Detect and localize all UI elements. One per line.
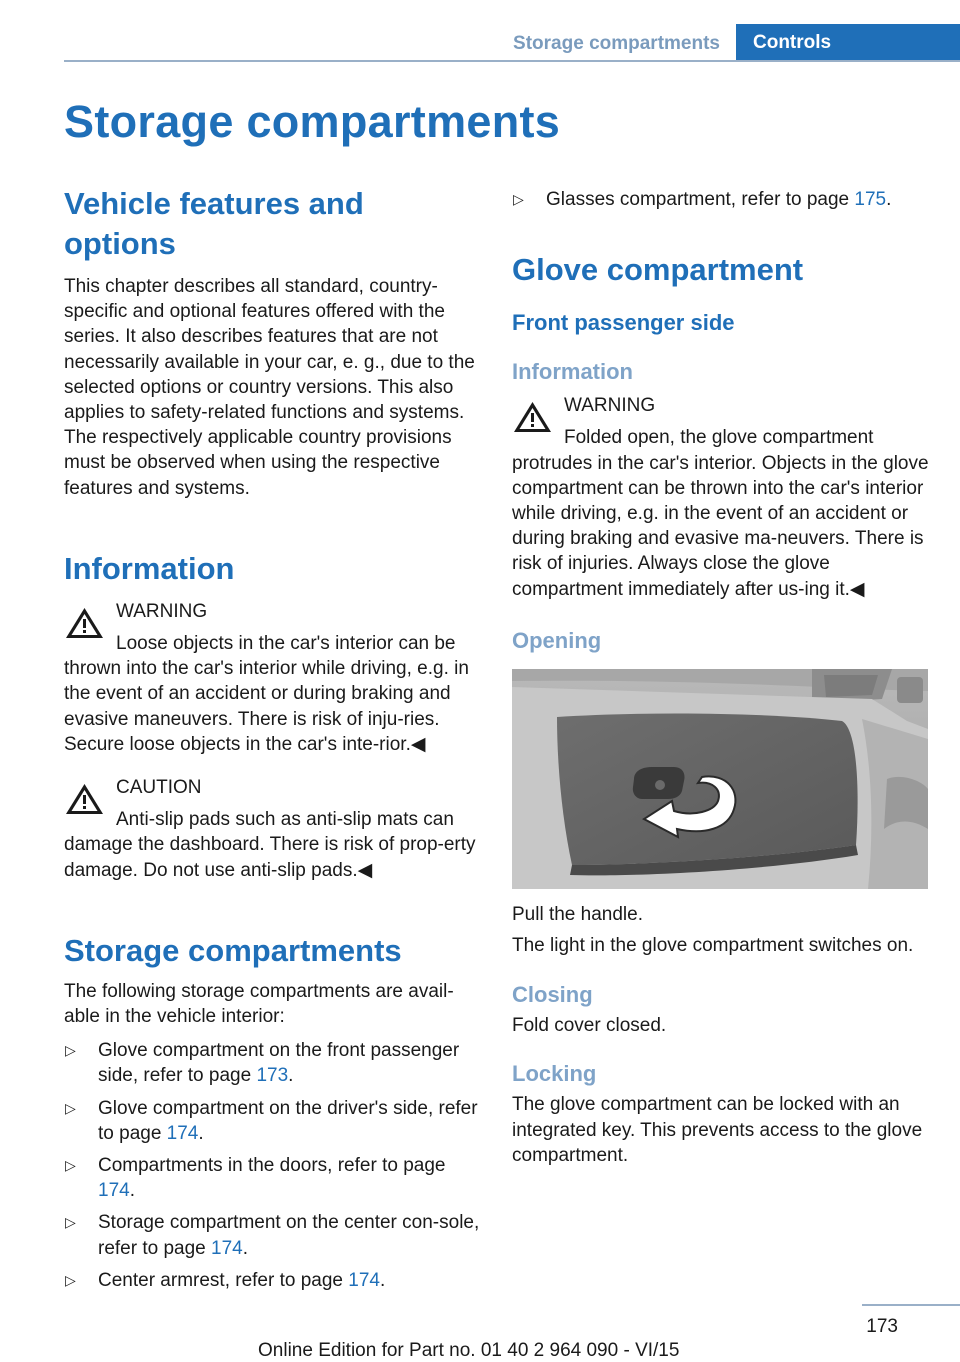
bullet-triangle-icon: ▷	[65, 1214, 76, 1231]
bullet-triangle-icon: ▷	[65, 1042, 76, 1059]
warning-text-first: Folded open, the glove compartment	[564, 427, 874, 449]
locking-text: The glove compartment can be locked with an integrated key. This prevents access to the glove compartment.	[512, 1094, 923, 1166]
pull-handle-text: Pull the handle.	[512, 903, 643, 925]
caution-text-first: Anti-slip pads such as anti-slip mats can	[116, 809, 454, 831]
right-column	[512, 180, 932, 1168]
information-subheading: Information	[512, 359, 633, 385]
page-link[interactable]: 174	[166, 1122, 199, 1144]
opening-heading: Opening	[512, 627, 602, 653]
bullet-triangle-icon: ▷	[65, 1157, 76, 1174]
storage-list-continued	[512, 187, 932, 212]
page-link[interactable]: 174	[348, 1269, 380, 1291]
list-item: ▷ Storage compartment on the center con‐sole, refer to page 174.	[65, 1212, 480, 1259]
closing-heading: Closing	[512, 982, 593, 1008]
bullet-triangle-icon: ▷	[513, 191, 524, 207]
storage-list	[64, 1038, 482, 1293]
bullet-triangle-icon: ▷	[65, 1271, 76, 1288]
warning-block	[512, 393, 932, 602]
warning-text: protrudes in the car's interior. Objects in the glove compartment can be thrown into the car's interior while driving, e.g. in the event of an accident or during braking and evasive ma‐neuvers. There is risk of injuries. Always close the glove compartment immediately after us‐ing it.◀	[512, 452, 929, 600]
page-link[interactable]: 174	[211, 1237, 243, 1259]
list-item: ▷ Glove compartment on the driver's side, refer to page 174.	[65, 1097, 478, 1144]
warning-triangle-icon	[512, 399, 553, 435]
warning-text: thrown into the car's interior while driving, e.g. in the event of an accident or during braking and evasive maneuvers. There is risk of inju‐ries. Secure loose objects in the car's inte‐rior.◀	[64, 658, 469, 755]
list-item: ▷ Glasses compartment, refer to page 175.	[512, 187, 932, 212]
caution-text: damage the dashboard. There is risk of prop‐erty damage. Do not use anti-slip pads.◀	[64, 834, 476, 881]
page-number: 173	[866, 1316, 898, 1337]
storage-compartments-heading: Storage compartments	[64, 932, 402, 968]
page-link[interactable]: 173	[256, 1065, 289, 1087]
header-chapter-tab: Controls	[736, 24, 960, 62]
front-passenger-side-heading: Front passenger side	[512, 310, 735, 336]
closing-text: Fold cover closed.	[512, 1015, 667, 1037]
warning-label: WARNING	[116, 600, 208, 622]
warning-text-first: Loose objects in the car's interior can be	[116, 633, 456, 655]
warning-label: WARNING	[564, 395, 656, 417]
light-switches-text: The light in the glove compartment switches on.	[512, 935, 914, 957]
page-title: Storage compartments	[64, 96, 561, 147]
bullet-triangle-icon: ▷	[65, 1099, 76, 1116]
caution-block	[64, 775, 482, 883]
caution-triangle-icon	[64, 781, 105, 817]
storage-compartments-text: The following storage compartments are avail‐able in the vehicle interior:	[64, 980, 454, 1028]
locking-heading: Locking	[512, 1061, 597, 1087]
page-link[interactable]: 175	[854, 189, 887, 210]
page-link[interactable]: 174	[98, 1180, 130, 1202]
glove-compartment-heading: Glove compartment	[512, 252, 804, 288]
information-heading: Information	[64, 550, 235, 586]
warning-block	[64, 599, 482, 757]
header-rule	[64, 60, 960, 62]
edition-footer: Online Edition for Part no. 01 40 2 964 090 - VI/15	[258, 1340, 680, 1361]
glove-compartment-illustration	[512, 669, 928, 889]
caution-label: CAUTION	[116, 777, 202, 799]
vehicle-features-heading: Vehicle features and options	[64, 186, 364, 261]
list-item: ▷ Compartments in the doors, refer to page 174.	[65, 1155, 446, 1202]
list-item: ▷ Center armrest, refer to page 174.	[64, 1268, 482, 1293]
warning-triangle-icon	[64, 605, 105, 641]
list-item: ▷ Glove compartment on the front passenger side, refer to page 173.	[65, 1040, 460, 1087]
left-column	[64, 180, 482, 1300]
vehicle-features-text: This chapter describes all standard, country-specific and optional features offered with the series. It also describes features that are not necessarily available in your car, e. g., due to the selected options or country versions. This also applies to safety-related functions and systems. The respectively applicable country provisions must be observed when using the respective features and systems.	[64, 276, 475, 499]
footer-rule	[862, 1304, 960, 1306]
header-section-title: Storage compartments	[513, 33, 720, 54]
